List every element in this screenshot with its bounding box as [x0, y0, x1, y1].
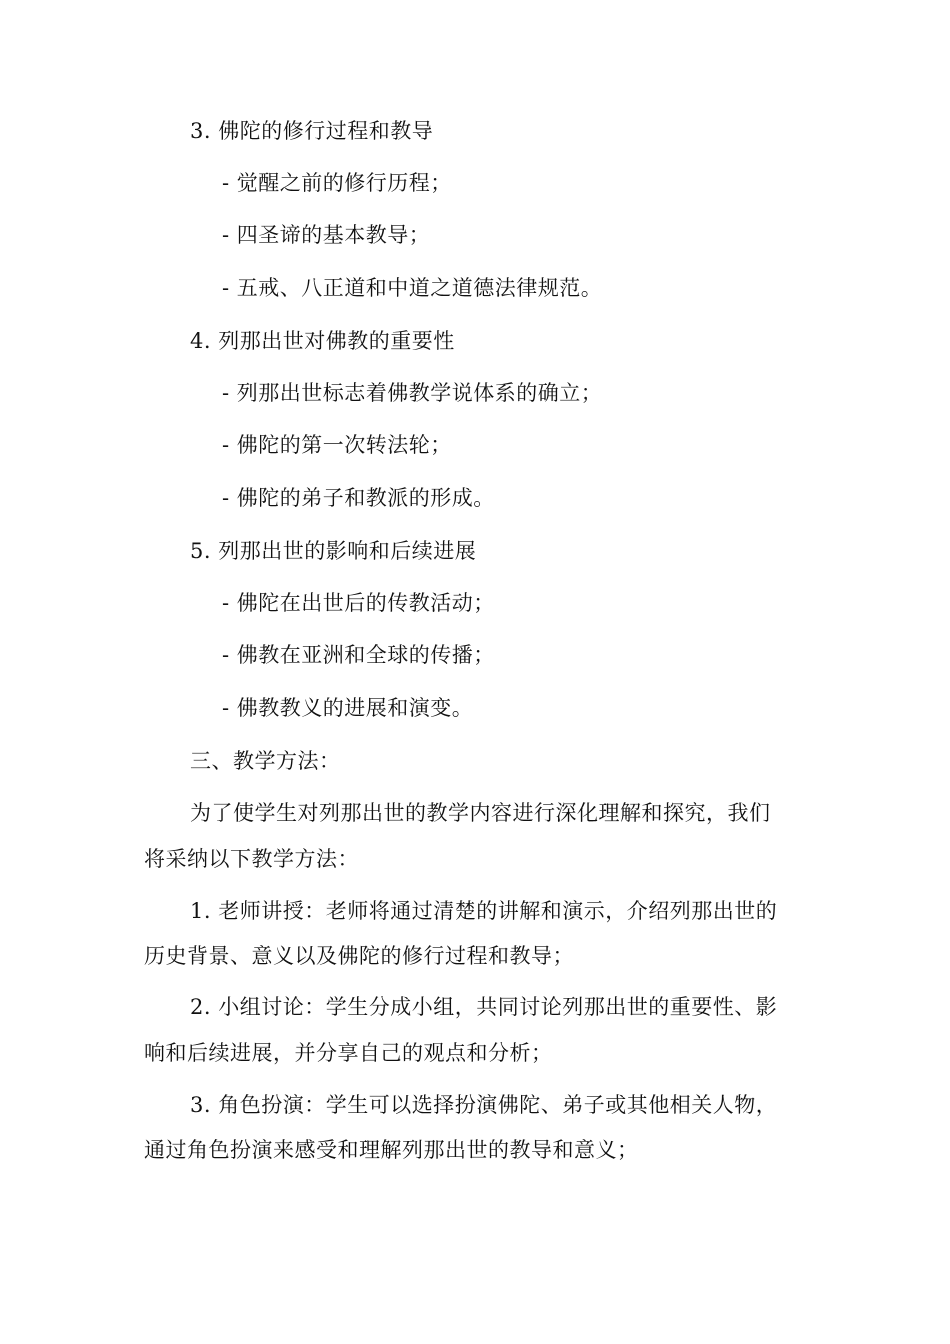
methods-heading: 三、教学方法：	[190, 749, 341, 773]
section-heading: 5. 列那出世的影响和后续进展	[190, 539, 477, 563]
list-item: - 佛陀的弟子和教派的形成。	[222, 486, 495, 510]
list-item: - 四圣谛的基本教导；	[222, 223, 431, 247]
method-item-line: 1. 老师讲授：老师将通过清楚的讲解和演示，介绍列那出世的	[190, 899, 778, 923]
methods-intro-line: 将采纳以下教学方法：	[144, 847, 359, 871]
method-item-line: 3. 角色扮演：学生可以选择扮演佛陀、弟子或其他相关人物，	[190, 1093, 778, 1117]
methods-intro-line: 为了使学生对列那出世的教学内容进行深化理解和探究，我们	[190, 801, 771, 825]
list-item: - 佛陀的第一次转法轮；	[222, 433, 452, 457]
section-heading: 4. 列那出世对佛教的重要性	[190, 329, 455, 353]
method-item-line: 2. 小组讨论：学生分成小组，共同讨论列那出世的重要性、影	[190, 995, 778, 1019]
section-heading: 3. 佛陀的修行过程和教导	[190, 119, 434, 143]
list-item: - 佛教在亚洲和全球的传播；	[222, 643, 495, 667]
list-item: - 佛陀在出世后的传教活动；	[222, 591, 495, 615]
method-item-line: 响和后续进展，并分享自己的观点和分析；	[144, 1041, 553, 1065]
list-item: - 列那出世标志着佛教学说体系的确立；	[222, 381, 603, 405]
list-item: - 觉醒之前的修行历程；	[222, 171, 452, 195]
list-item: - 佛教教义的进展和演变。	[222, 696, 474, 720]
method-item-line: 历史背景、意义以及佛陀的修行过程和教导；	[144, 944, 574, 968]
list-item: - 五戒、八正道和中道之道德法律规范。	[222, 276, 603, 300]
method-item-line: 通过角色扮演来感受和理解列那出世的教导和意义；	[144, 1138, 639, 1162]
